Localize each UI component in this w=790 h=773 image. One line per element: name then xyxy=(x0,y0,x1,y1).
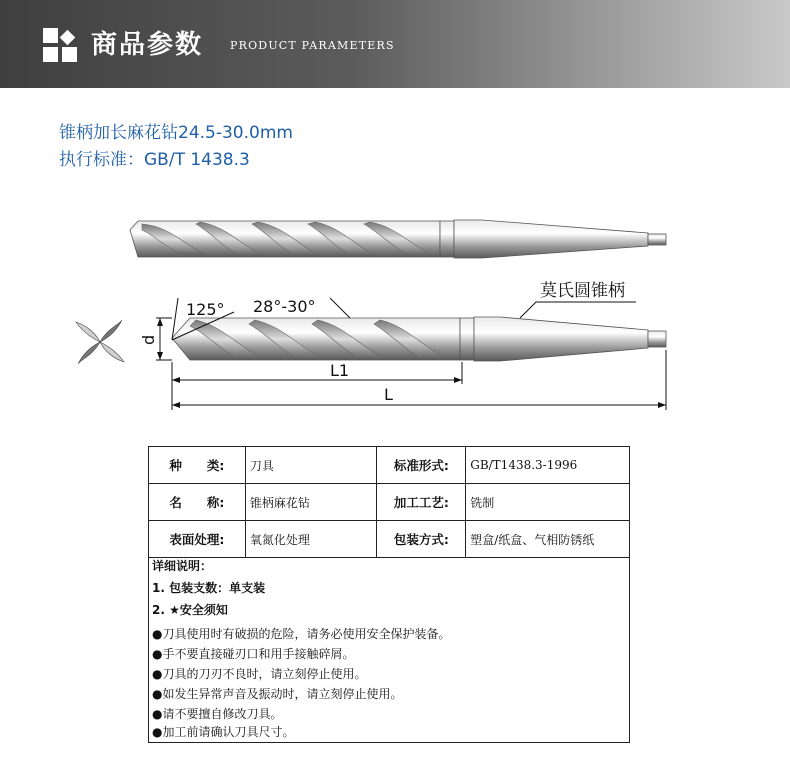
safety-note: ●如发生异常声音及振动时，请立刻停止使用。 xyxy=(152,687,403,701)
table-row xyxy=(149,447,630,484)
safety-note: ●手不要直接碰刃口和用手接触碎屑。 xyxy=(152,647,355,661)
product-name: 锥柄加长麻花钻24.5-30.0mm xyxy=(59,123,293,143)
safety-note: ●请不要擅自修改刀具。 xyxy=(152,707,283,721)
header-subtitle: PRODUCT PARAMETERS xyxy=(230,39,395,52)
product-standard: 执行标准：GB/T 1438.3 xyxy=(59,150,250,170)
detail-section xyxy=(148,553,630,743)
detail-item-packaging: 1. 包装支数：单支装 xyxy=(152,581,266,595)
dim-l1-label: L1 xyxy=(330,361,350,380)
param-value: 锥柄麻花钻 xyxy=(245,484,377,521)
table-row xyxy=(149,521,630,558)
param-key: 名 称: xyxy=(149,484,246,521)
detail-item-safety: 2. ★安全须知 xyxy=(152,603,228,617)
drill-end-view xyxy=(76,320,124,364)
dim-l-label: L xyxy=(384,385,393,404)
param-key: 种 类: xyxy=(149,447,246,484)
grid-logo-icon xyxy=(43,28,81,62)
drill-drawing xyxy=(0,200,790,420)
param-key: 表面处理: xyxy=(149,521,246,558)
drill-top-view xyxy=(130,220,666,258)
param-key: 包装方式: xyxy=(377,521,466,558)
detail-heading: 详细说明： xyxy=(152,559,213,573)
point-angle-label: 125° xyxy=(186,300,225,319)
table-row xyxy=(149,484,630,521)
params-table xyxy=(148,446,630,558)
safety-note: ●刀具的刀刃不良时，请立刻停止使用。 xyxy=(152,667,367,681)
safety-note: ●刀具使用时有破损的危险，请务必使用安全保护装备。 xyxy=(152,627,451,641)
header-title: 商品参数 xyxy=(91,30,204,60)
header-band xyxy=(0,0,790,88)
param-value: 塑盒/纸盒、气相防锈纸 xyxy=(466,521,630,558)
param-key: 标准形式: xyxy=(377,447,466,484)
param-key: 加工工艺: xyxy=(377,484,466,521)
dim-d-label: d xyxy=(139,334,158,345)
helix-angle-label: 28°-30° xyxy=(253,297,316,316)
param-value: 铣制 xyxy=(466,484,630,521)
param-value: 刀具 xyxy=(245,447,377,484)
safety-note: ●加工前请确认刀具尺寸。 xyxy=(152,725,295,739)
param-value: 氧氮化处理 xyxy=(245,521,377,558)
drill-side-view xyxy=(172,317,666,361)
param-value: GB/T1438.3-1996 xyxy=(466,447,630,484)
taper-shank-label: 莫氏圆锥柄 xyxy=(540,281,625,301)
